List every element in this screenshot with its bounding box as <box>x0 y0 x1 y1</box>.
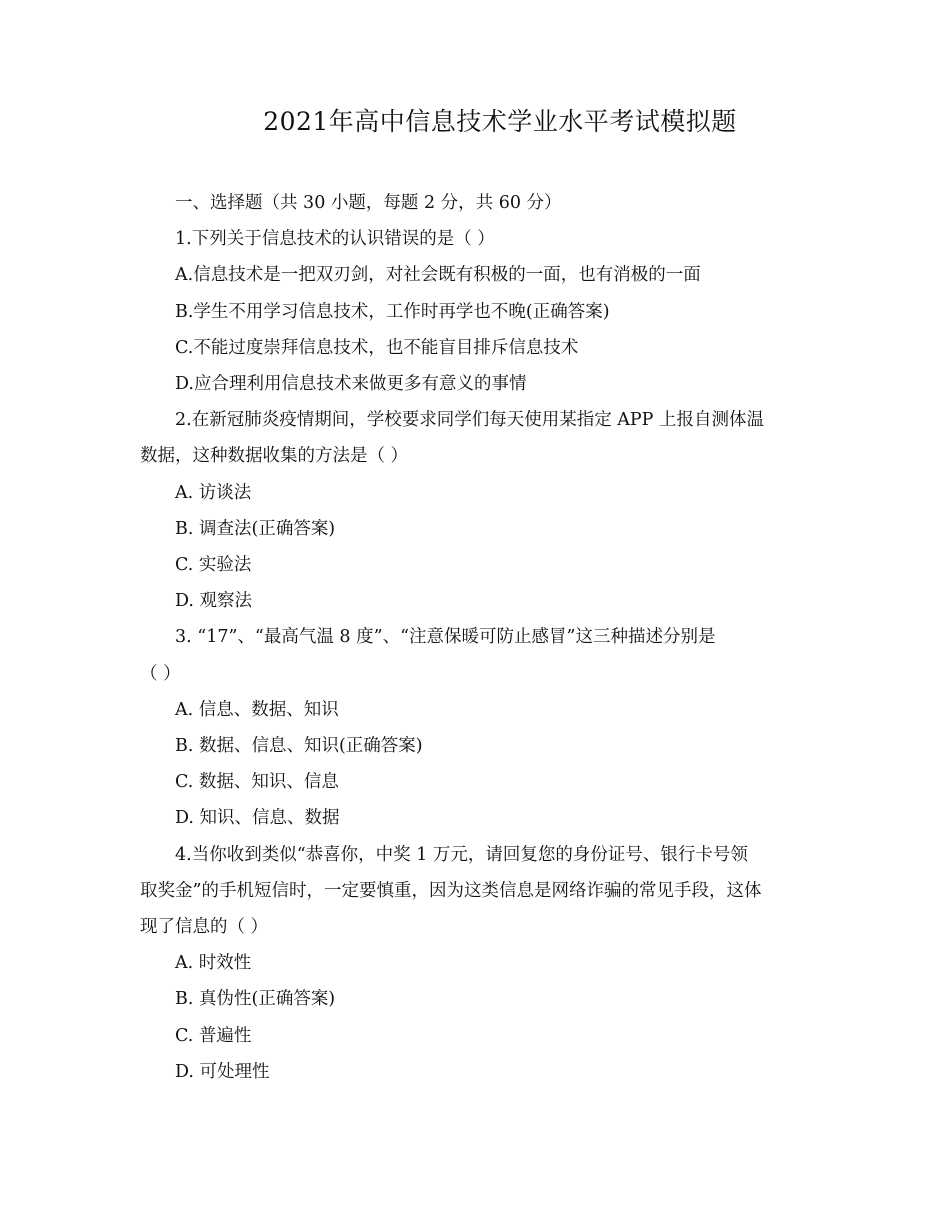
option-c: C.不能过度崇拜信息技术，也不能盲目排斥信息技术 <box>175 337 579 358</box>
option-b: B. 调查法(正确答案) <box>175 518 336 539</box>
option-a: A. 时效性 <box>175 953 252 974</box>
question-stem: 1.下列关于信息技术的认识错误的是（ ） <box>175 229 495 250</box>
question-3 <box>140 619 820 836</box>
document-body <box>140 185 820 1090</box>
option-b: B. 数据、信息、知识(正确答案) <box>175 736 423 757</box>
option-d: D. 观察法 <box>175 591 253 612</box>
question-stem-line-1: 3. “17”、“最高气温 8 度”、“注意保暖可防止感冒”这三种描述分别是 <box>175 627 716 648</box>
option-c: C. 普遍性 <box>175 1025 252 1046</box>
option-d: D. 可处理性 <box>175 1061 270 1082</box>
option-a: A.信息技术是一把双刃剑，对社会既有积极的一面，也有消极的一面 <box>175 265 701 286</box>
question-stem-line-2: 数据，这种数据收集的方法是（ ） <box>140 446 409 467</box>
option-b: B. 真伪性(正确答案) <box>175 989 336 1010</box>
question-4 <box>140 837 820 1090</box>
option-c: C. 数据、知识、信息 <box>175 772 339 793</box>
section-heading: 一、选择题（共 30 小题，每题 2 分，共 60 分） <box>175 193 562 213</box>
question-1 <box>140 221 820 402</box>
question-stem-line-1: 4.当你收到类似“恭喜你，中奖 1 万元，请回复您的身份证号、银行卡号领 <box>175 844 748 865</box>
option-d: D.应合理利用信息技术来做更多有意义的事情 <box>175 374 527 395</box>
question-stem-line-1: 2.在新冠肺炎疫情期间，学校要求同学们每天使用某指定 APP 上报自测体温 <box>175 410 765 431</box>
option-d: D. 知识、信息、数据 <box>175 808 340 829</box>
question-stem-line-2: 取奖金”的手机短信时，一定要慎重，因为这类信息是网络诈骗的常见手段，这体 <box>140 880 762 901</box>
question-2 <box>140 402 820 619</box>
option-c: C. 实验法 <box>175 555 252 576</box>
document-title: 2021年高中信息技术学业水平考试模拟题 <box>263 107 737 136</box>
question-stem-line-3: 现了信息的（ ） <box>140 917 269 938</box>
option-a: A. 访谈法 <box>175 482 252 503</box>
question-stem-line-2: （ ） <box>140 663 181 684</box>
option-a: A. 信息、数据、知识 <box>175 699 339 720</box>
option-b: B.学生不用学习信息技术，工作时再学也不晚(正确答案) <box>175 301 610 322</box>
